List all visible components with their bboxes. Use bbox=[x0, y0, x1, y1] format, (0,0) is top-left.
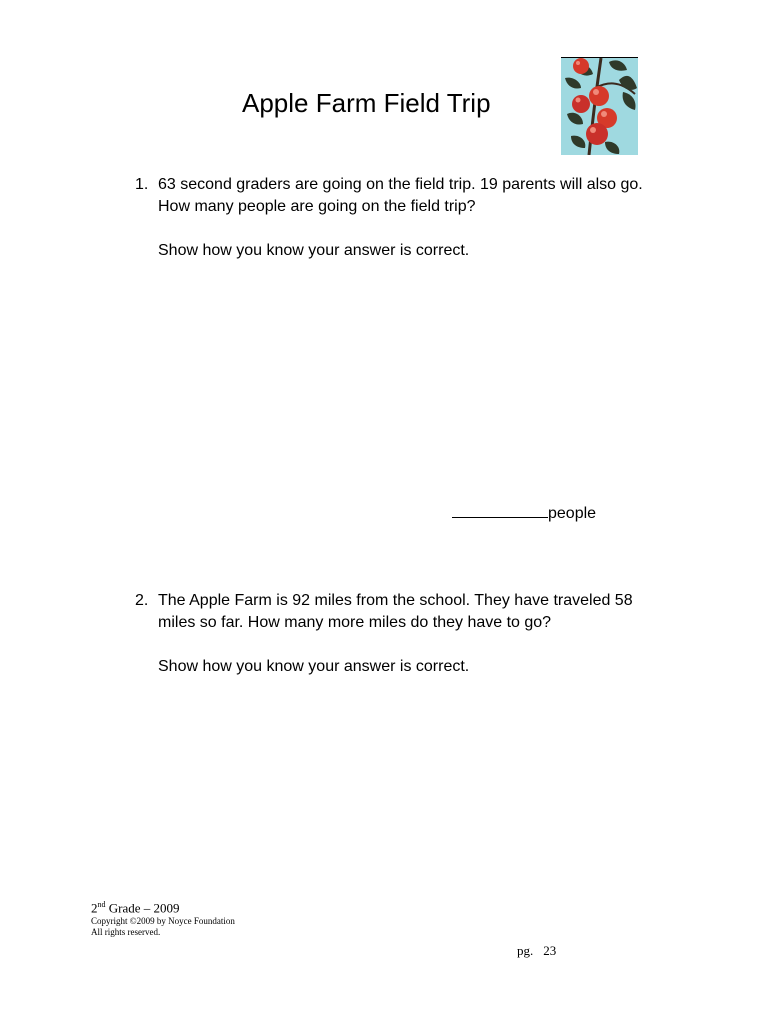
footer-copyright: Copyright ©2009 by Noyce Foundation bbox=[91, 916, 235, 927]
question-text bbox=[158, 174, 733, 262]
question-number: 2. bbox=[135, 592, 149, 609]
question-line: 63 second graders are going on the field trip. 19 parents will also go. bbox=[158, 176, 643, 193]
page-number bbox=[517, 943, 556, 959]
apple-branch-illustration bbox=[561, 58, 638, 155]
question-line: How many people are going on the field trip? bbox=[158, 198, 476, 215]
answer-unit: people bbox=[548, 505, 597, 522]
page-title: Apple Farm Field Trip bbox=[242, 88, 491, 118]
grade-year: Grade – 2009 bbox=[105, 900, 180, 916]
footer-rights: All rights reserved. bbox=[91, 927, 161, 938]
footer-grade bbox=[91, 900, 235, 916]
grade-suffix: nd bbox=[97, 900, 106, 909]
page-number-value: 23 bbox=[543, 943, 557, 958]
page-label: pg. bbox=[517, 943, 534, 958]
question-text bbox=[158, 590, 733, 678]
question-line: miles so far. How many more miles do they have to go? bbox=[158, 614, 552, 631]
answer-blank-people bbox=[452, 503, 596, 523]
question-instruction: Show how you know your answer is correct. bbox=[158, 242, 470, 259]
question-line: The Apple Farm is 92 miles from the school. They have traveled 58 bbox=[158, 592, 633, 609]
footer bbox=[91, 900, 235, 938]
answer-blank-line bbox=[452, 503, 548, 518]
question-number: 1. bbox=[135, 176, 149, 193]
grade-number: 2 bbox=[91, 900, 98, 916]
question-instruction: Show how you know your answer is correct. bbox=[158, 658, 470, 675]
